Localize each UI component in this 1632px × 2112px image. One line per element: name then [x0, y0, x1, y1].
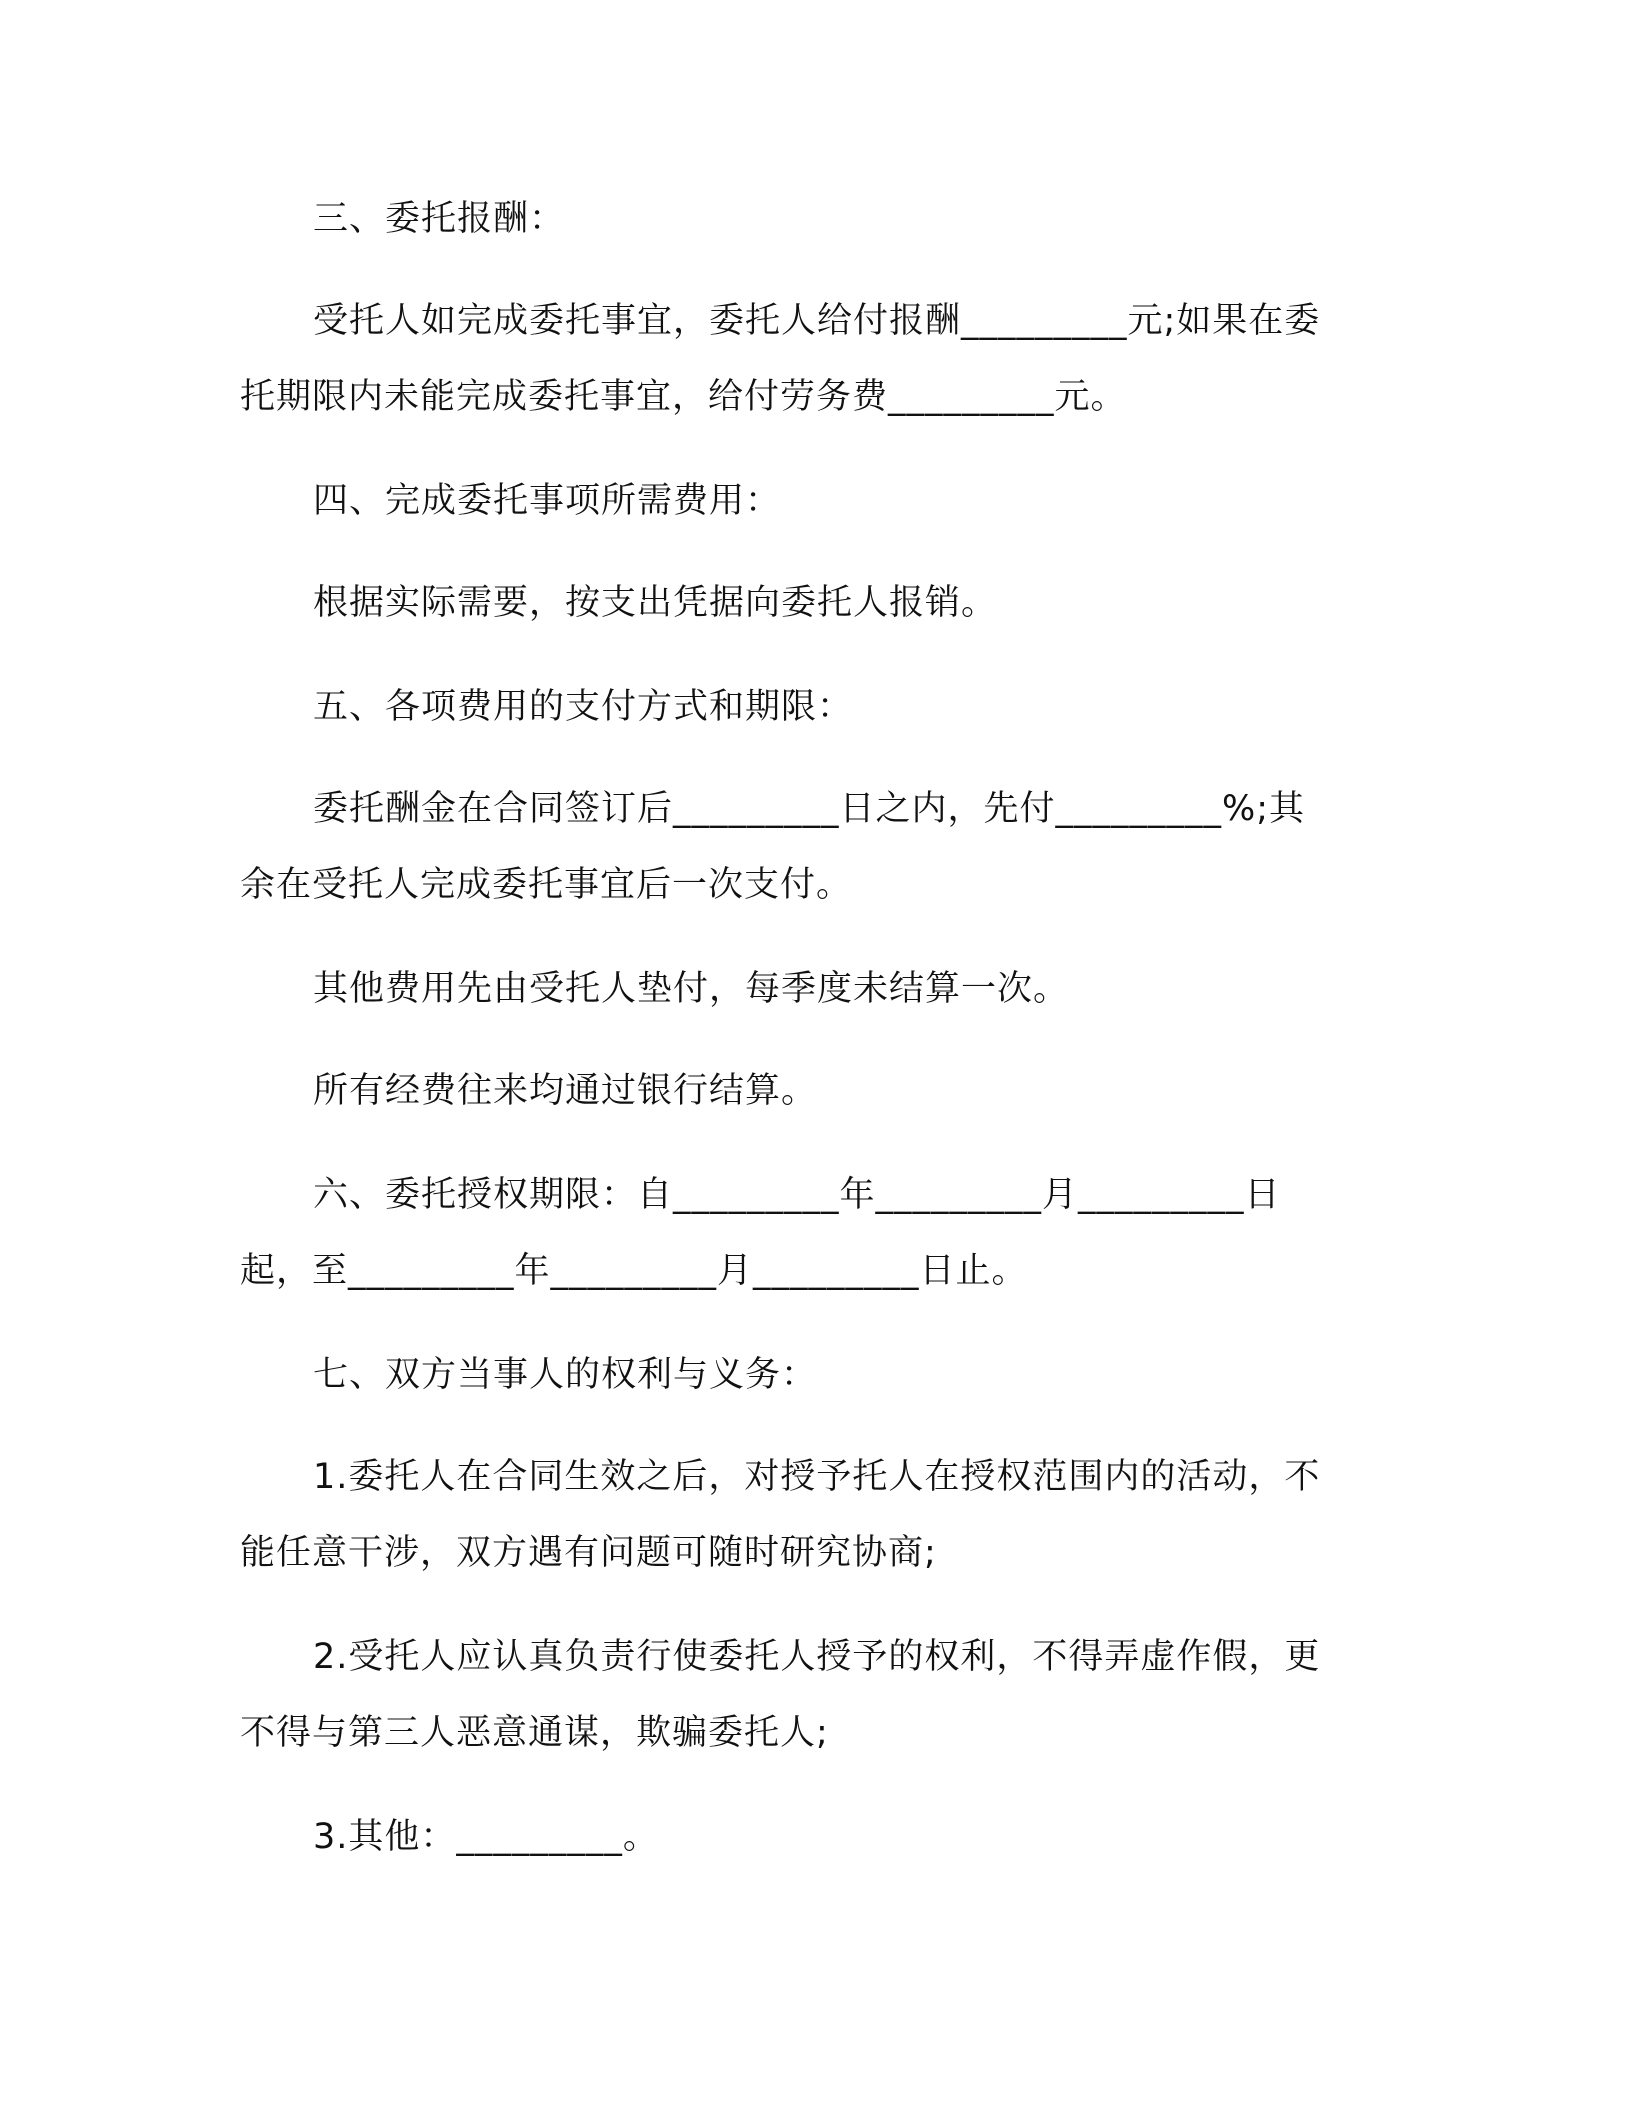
section-7-heading: 七、双方当事人的权利与义务： [313, 1355, 818, 1395]
section-5-other-expenses: 其他费用先由受托人垫付，每季度未结算一次。 [313, 969, 1070, 1009]
section-5-paragraph-line-2: 余在受托人完成委托事宜后一次支付。 [240, 865, 853, 905]
section-7-item-1-line-2: 能任意干涉，双方遇有问题可随时研究协商; [240, 1533, 937, 1573]
section-7-item-3: 3.其他：_________。 [313, 1817, 659, 1857]
section-3-heading: 三、委托报酬： [313, 199, 566, 239]
section-7-item-2-line-1: 2.受托人应认真负责行使委托人授予的权利，不得弄虚作假，更 [313, 1637, 1321, 1677]
section-7-item-2-line-2: 不得与第三人恶意通谋，欺骗委托人; [240, 1713, 829, 1753]
section-3-paragraph-line-1: 受托人如完成委托事宜，委托人给付报酬_________元;如果在委 [313, 301, 1321, 341]
section-7-item-1-line-1: 1.委托人在合同生效之后，对授予托人在授权范围内的活动，不 [313, 1457, 1321, 1497]
section-5-heading: 五、各项费用的支付方式和期限： [313, 687, 854, 727]
section-6-heading-line-2: 起，至_________年_________月_________日止。 [240, 1251, 1028, 1291]
section-6-heading-line-1: 六、委托授权期限：自_________年_________月_________日 [313, 1175, 1281, 1215]
section-5-bank-settlement: 所有经费往来均通过银行结算。 [313, 1071, 818, 1111]
section-4-paragraph: 根据实际需要，按支出凭据向委托人报销。 [313, 583, 998, 623]
section-5-paragraph-line-1: 委托酬金在合同签订后_________日之内，先付_________%;其 [313, 789, 1306, 829]
section-3-paragraph-line-2: 托期限内未能完成委托事宜，给付劳务费_________元。 [240, 377, 1127, 417]
section-4-heading: 四、完成委托事项所需费用： [313, 481, 782, 521]
